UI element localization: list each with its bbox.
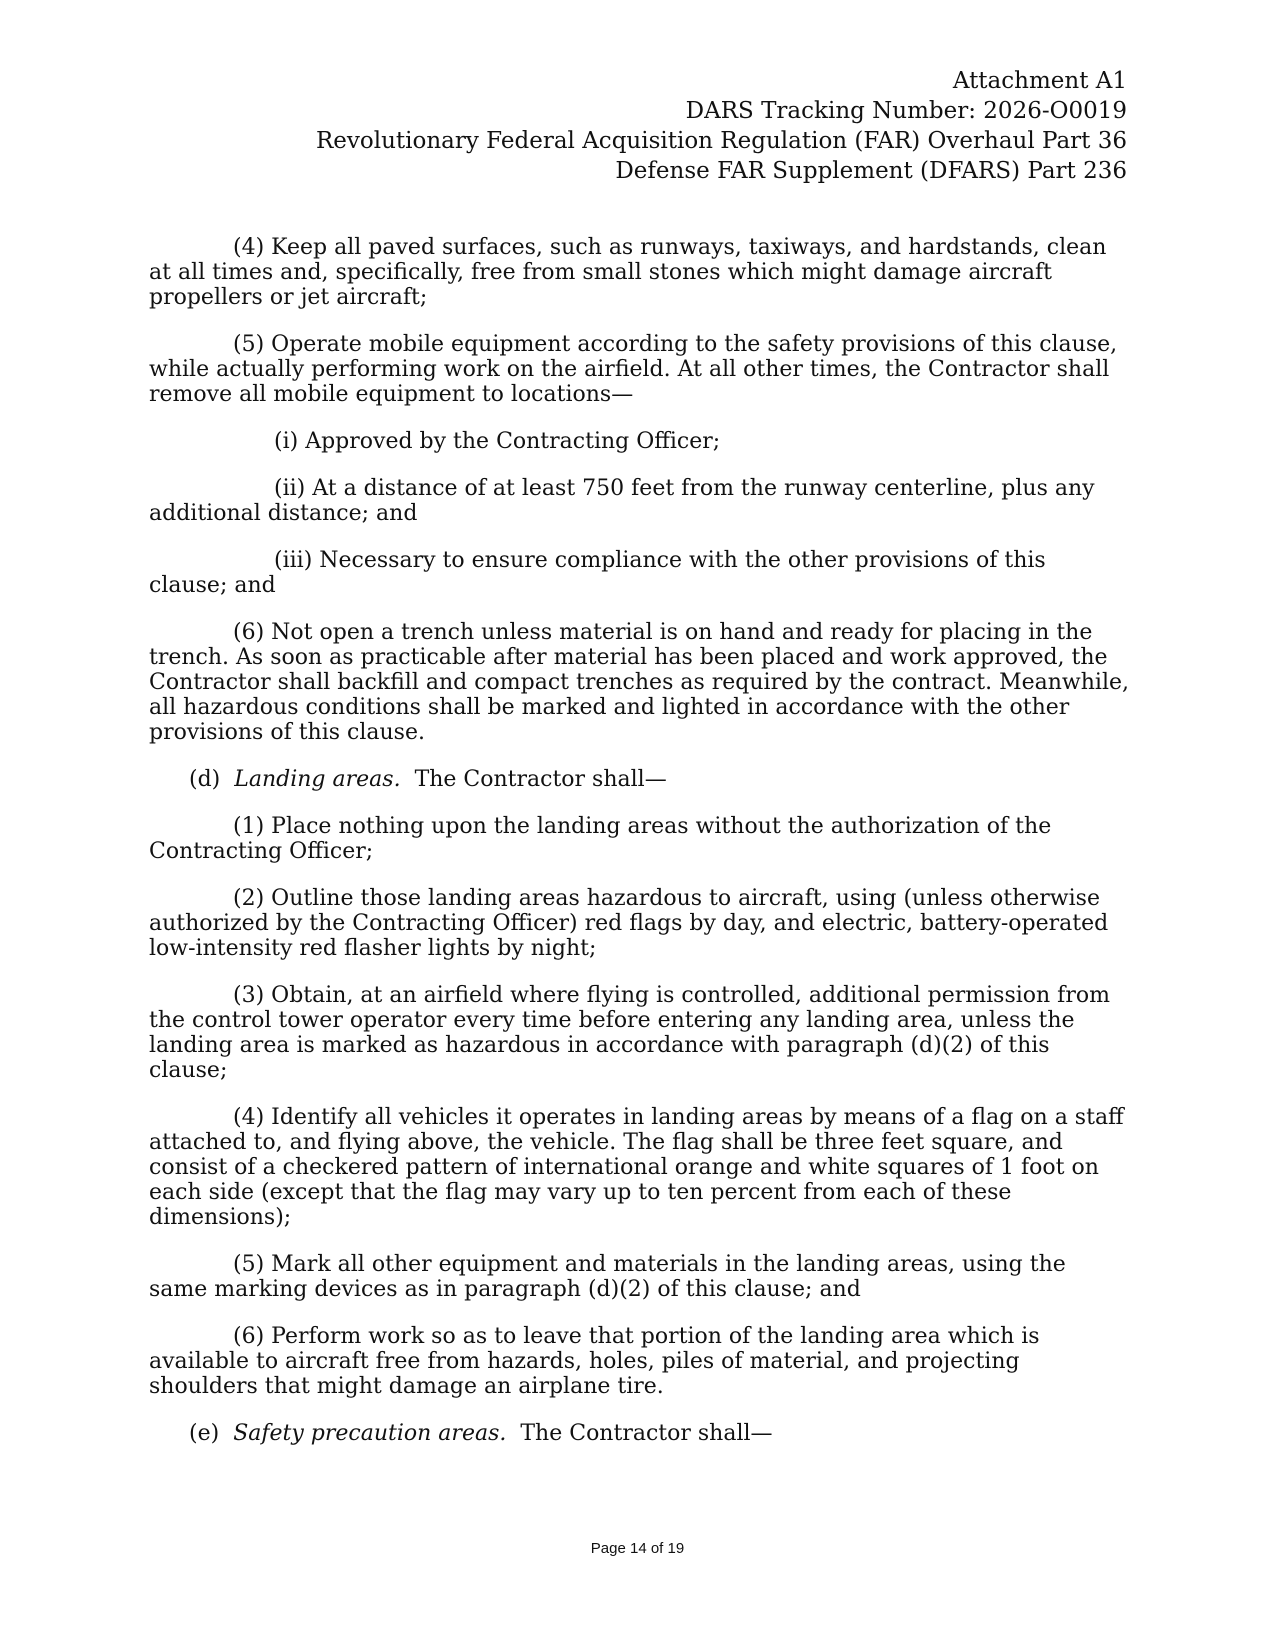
paragraph-c6: (6) Not open a trench unless material is on hand and ready for placing in the trench. As soon as practicable after material has been placed and work approved, the Contractor shall backfill and compact trenches as required by the contract. Meanwhile, all hazardous conditions shall be marked and lighted in accordance with the other provisions of this clause.: [149, 620, 1129, 745]
paragraph-c4: (4) Keep all paved surfaces, such as runways, taxiways, and hardstands, clean at all times and, specifically, free from small stones which might damage aircraft propellers or jet aircraft;: [149, 235, 1107, 310]
paragraph-d1: (1) Place nothing upon the landing areas without the authorization of the Contracting Officer;: [149, 814, 1052, 864]
header-far-part: Revolutionary Federal Acquisition Regulation (FAR) Overhaul Part 36: [315, 128, 1127, 154]
section-d-heading: [149, 767, 1129, 792]
section-d-title: Landing areas.: [234, 767, 401, 792]
section-e-label: (e): [189, 1421, 220, 1446]
section-d-rest: The Contractor shall—: [414, 767, 667, 792]
paragraph-d4: (4) Identify all vehicles it operates in landing areas by means of a flag on a staff attached to, and flying above, the vehicle. The flag shall be three feet square, and consist of a checkered pattern of international orange and white squares of 1 foot on each side (except that the flag may vary up to ten percent from each of these dimensions);: [149, 1105, 1124, 1230]
paragraph-c5-ii: (ii) At a distance of at least 750 feet from the runway centerline, plus any additional distance; and: [149, 476, 1095, 526]
paragraph-d2: (2) Outline those landing areas hazardous to aircraft, using (unless otherwise authorized by the Contracting Officer) red flags by day, and electric, battery-operated low-intensity red flasher lights by night;: [149, 886, 1109, 961]
paragraph-c5-i: (i) Approved by the Contracting Officer;: [274, 429, 721, 454]
section-e-heading: [149, 1421, 1129, 1446]
section-e-title: Safety precaution areas.: [233, 1421, 507, 1446]
paragraph-d6: (6) Perform work so as to leave that portion of the landing area which is available to aircraft free from hazards, holes, piles of material, and projecting shoulders that might damage an airplane tire.: [149, 1324, 1040, 1399]
paragraph-d5: (5) Mark all other equipment and materials in the landing areas, using the same marking devices as in paragraph (d)(2) of this clause; and: [149, 1252, 1066, 1302]
header-tracking-number: DARS Tracking Number: 2026-O0019: [685, 98, 1127, 124]
page-number: Page 14 of 19: [590, 1540, 685, 1557]
header-dfars-part: Defense FAR Supplement (DFARS) Part 236: [615, 158, 1127, 184]
document-header: [316, 66, 1127, 186]
paragraph-c5-iii: (iii) Necessary to ensure compliance with the other provisions of this clause; and: [149, 548, 1046, 598]
paragraph-c5: (5) Operate mobile equipment according to the safety provisions of this clause, while actually performing work on the airfield. At all other times, the Contractor shall remove all mobile equipment to locations—: [149, 332, 1118, 407]
paragraph-d3: (3) Obtain, at an airfield where flying is controlled, additional permission from the control tower operator every time before entering any landing area, unless the landing area is marked as hazardous in accordance with paragraph (d)(2) of this clause;: [149, 983, 1110, 1083]
section-d-label: (d): [189, 767, 221, 792]
header-attachment: Attachment A1: [952, 68, 1127, 94]
section-e-rest: The Contractor shall—: [520, 1421, 773, 1446]
document-body: [149, 235, 1129, 1468]
